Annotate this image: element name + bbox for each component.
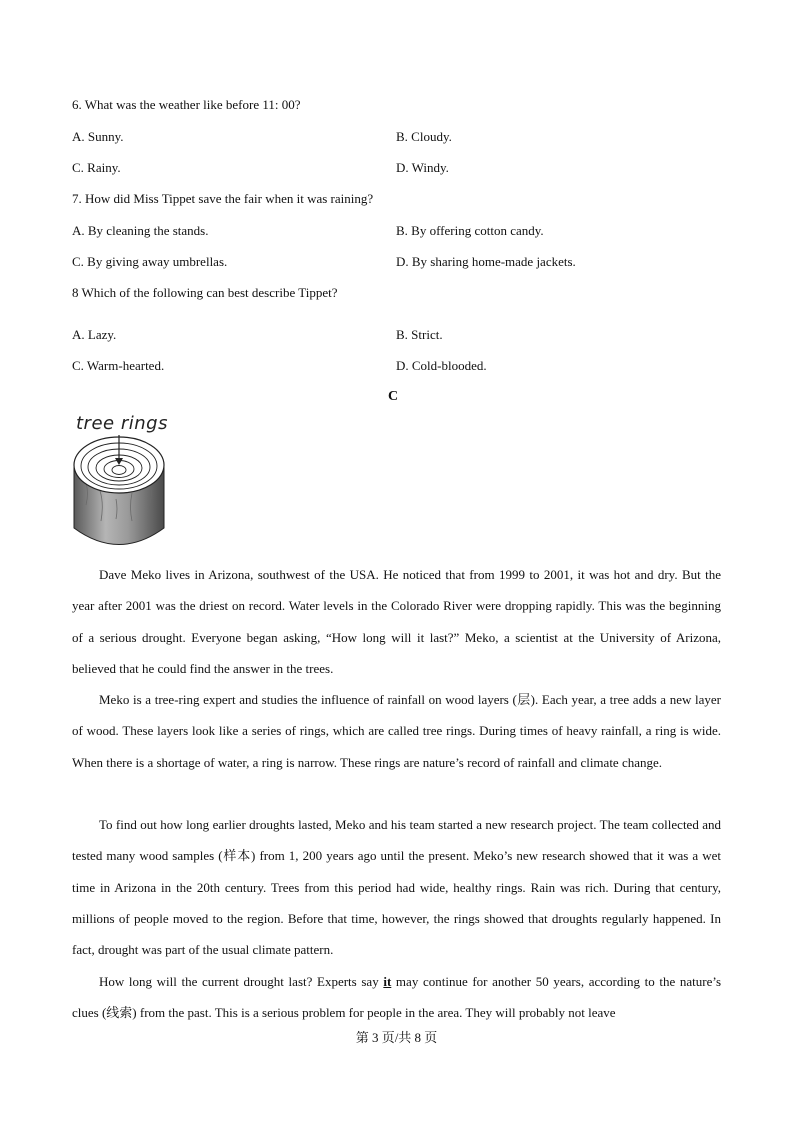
- paragraph-4-text-after: may continue for another 50 years, according to the nature’s clues (线索) from the past. This is a serious problem for people in the area. They will probably not leave: [72, 974, 722, 1021]
- question-7-option-c: C. By giving away umbrellas.: [72, 254, 228, 269]
- paragraph-4-text-before: How long will the current drought last? Experts say: [99, 974, 384, 989]
- passage-paragraph-3: To find out how long earlier droughts lasted, Meko and his team started a new research project. The team collected and tested many wood samples (样本) from 1, 200 years ago until the present. Meko’s new research showed that it was a wet time in Arizona in the 20th century. Trees from this period had wide, healthy rings. Rain was rich. During that century, millions of people moved to the region. Before that time, however, the rings showed that droughts regularly happened. In fact, drought was part of the usual climate pattern.: [72, 817, 721, 958]
- underlined-word: it: [383, 974, 392, 989]
- question-6-option-a: A. Sunny.: [72, 129, 124, 144]
- question-8-option-d: D. Cold-blooded.: [396, 358, 487, 373]
- question-8-option-b: B. Strict.: [396, 327, 443, 342]
- question-8-stem: 8 Which of the following can best describe Tippet?: [72, 285, 338, 300]
- tree-rings-figure: [72, 413, 172, 553]
- passage-paragraph-1: Dave Meko lives in Arizona, southwest of the USA. He noticed that from 1999 to 2001, it was hot and dry. But the year after 2001 was the driest on record. Water levels in the Colorado River were dropping rapidly. This was the beginning of a serious drought. Everyone began asking, “How long will it last?” Meko, a scientist at the University of Arizona, believed that he could find the answer in the trees.: [72, 567, 721, 676]
- question-6-option-d: D. Windy.: [396, 160, 449, 175]
- question-6-option-b: B. Cloudy.: [396, 129, 452, 144]
- question-8-option-a: A. Lazy.: [72, 327, 117, 342]
- passage-paragraph-4: [72, 966, 721, 1029]
- question-7-stem: 7. How did Miss Tippet save the fair when it was raining?: [72, 191, 374, 206]
- question-7-option-d: D. By sharing home-made jackets.: [396, 254, 576, 269]
- figure-label: tree rings: [76, 413, 168, 434]
- question-6-stem: 6. What was the weather like before 11: 00?: [72, 97, 301, 112]
- question-8-option-c: C. Warm-hearted.: [72, 358, 165, 373]
- tree-stump-rings-illustration: [72, 413, 172, 553]
- section-label: C: [388, 389, 399, 404]
- passage-paragraph-2: Meko is a tree-ring expert and studies the influence of rainfall on wood layers (层). Each year, a tree adds a new layer of wood. These layers look like a series of rings, which are called tree rings. During times of heavy rainfall, a ring is wide. When there is a shortage of water, a ring is narrow. These rings are nature’s record of rainfall and climate change.: [72, 692, 721, 770]
- question-6-option-c: C. Rainy.: [72, 160, 121, 175]
- question-7-option-b: B. By offering cotton candy.: [396, 223, 544, 238]
- page-footer: 第 3 页/共 8 页: [355, 1030, 438, 1045]
- question-7-option-a: A. By cleaning the stands.: [72, 223, 209, 238]
